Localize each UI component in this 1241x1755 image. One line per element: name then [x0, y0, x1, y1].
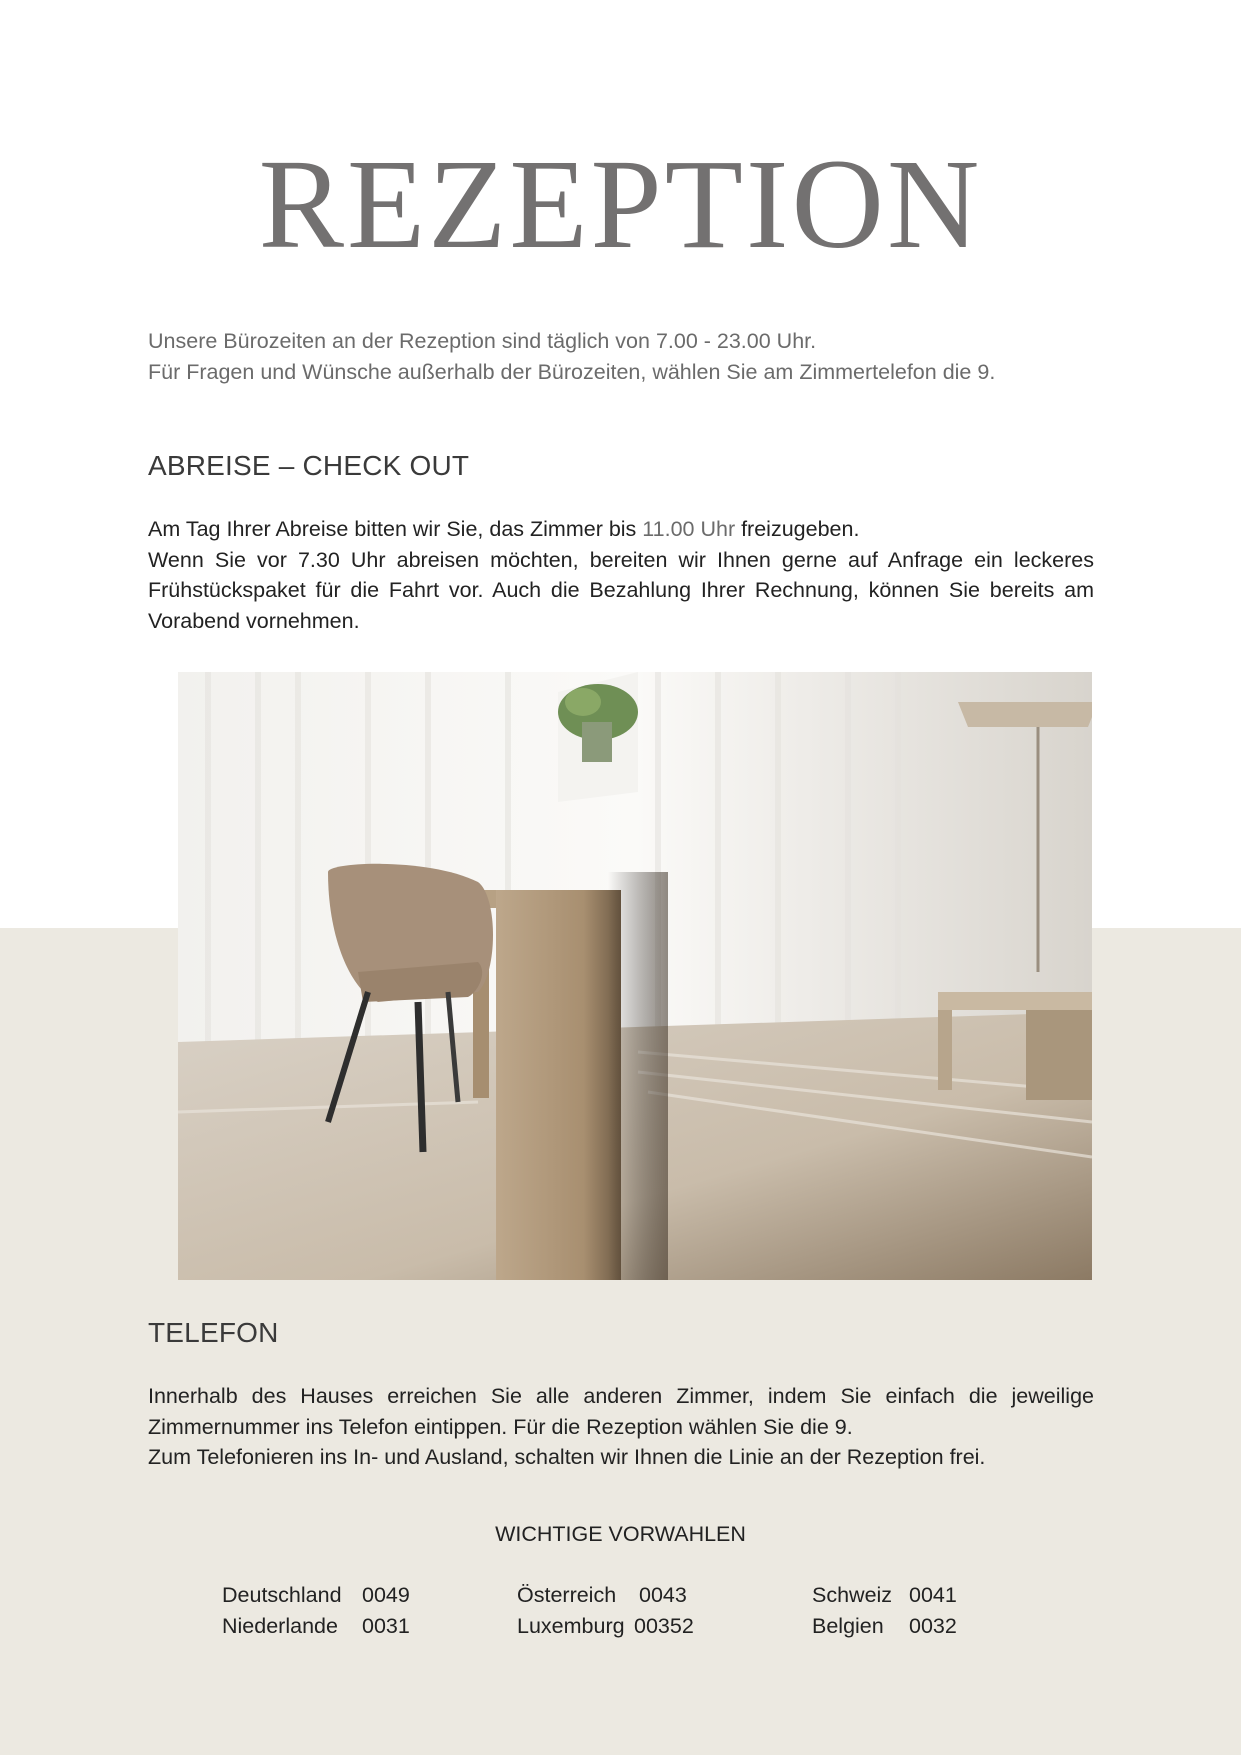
dialing-codes-title: WICHTIGE VORWAHLEN	[495, 1522, 746, 1546]
checkout-text-before: Am Tag Ihrer Abreise bitten wir Sie, das Zimmer bis	[148, 517, 643, 541]
code-row	[222, 1580, 410, 1611]
checkout-paragraph-1	[148, 514, 1094, 545]
intro-line-2: Für Fragen und Wünsche außerhalb der Bürozeiten, wählen Sie am Zimmertelefon die 9.	[148, 359, 996, 384]
country-name: Luxemburg	[517, 1613, 625, 1638]
checkout-heading: ABREISE – CHECK OUT	[148, 450, 470, 481]
country-name: Österreich	[517, 1583, 617, 1607]
codes-column-3	[812, 1580, 957, 1641]
checkout-paragraph-2: Wenn Sie vor 7.30 Uhr abreisen möchten, bereiten wir Ihnen gerne auf Anfrage ein leckeres Frühstückspaket für die Fahrt vor. Auch die Bezahlung Ihrer Rechnung, können Sie bereits am Vorabend vornehmen.	[148, 547, 1094, 633]
codes-column-2	[517, 1580, 694, 1641]
country-name: Deutschland	[222, 1583, 342, 1607]
country-code: 00352	[634, 1613, 694, 1638]
telefon-text	[148, 1381, 1094, 1473]
country-code: 0032	[909, 1613, 957, 1638]
telefon-paragraph-2: Zum Telefonieren ins In- und Ausland, schalten wir Ihnen die Linie an der Rezeption frei.	[148, 1445, 986, 1469]
checkout-text	[148, 514, 1094, 636]
codes-column-1	[222, 1580, 410, 1641]
telefon-heading: TELEFON	[148, 1317, 279, 1348]
checkout-time: 11.00 Uhr	[642, 517, 736, 541]
room-photo	[178, 672, 1092, 1280]
checkout-text-after: freizugeben.	[735, 517, 860, 541]
country-code: 0043	[639, 1583, 687, 1607]
country-name: Belgien	[812, 1613, 884, 1638]
page-title: REZEPTION	[258, 133, 983, 275]
country-name: Schweiz	[812, 1583, 893, 1607]
code-row	[517, 1580, 694, 1611]
code-row	[222, 1611, 410, 1642]
country-code: 0031	[362, 1613, 410, 1638]
office-hours-intro	[148, 326, 1094, 387]
country-name: Niederlande	[222, 1613, 338, 1638]
country-code: 0041	[909, 1583, 957, 1607]
code-row	[812, 1580, 957, 1611]
code-row	[517, 1611, 694, 1642]
code-row	[812, 1611, 957, 1642]
country-code: 0049	[362, 1583, 410, 1607]
telefon-paragraph-1: Innerhalb des Hauses erreichen Sie alle anderen Zimmer, indem Sie einfach die jeweilige Zimmernummer ins Telefon eintippen. Für die Rezeption wählen Sie die 9.	[148, 1384, 1094, 1439]
intro-line-1: Unsere Bürozeiten an der Rezeption sind täglich von 7.00 - 23.00 Uhr.	[148, 329, 817, 353]
